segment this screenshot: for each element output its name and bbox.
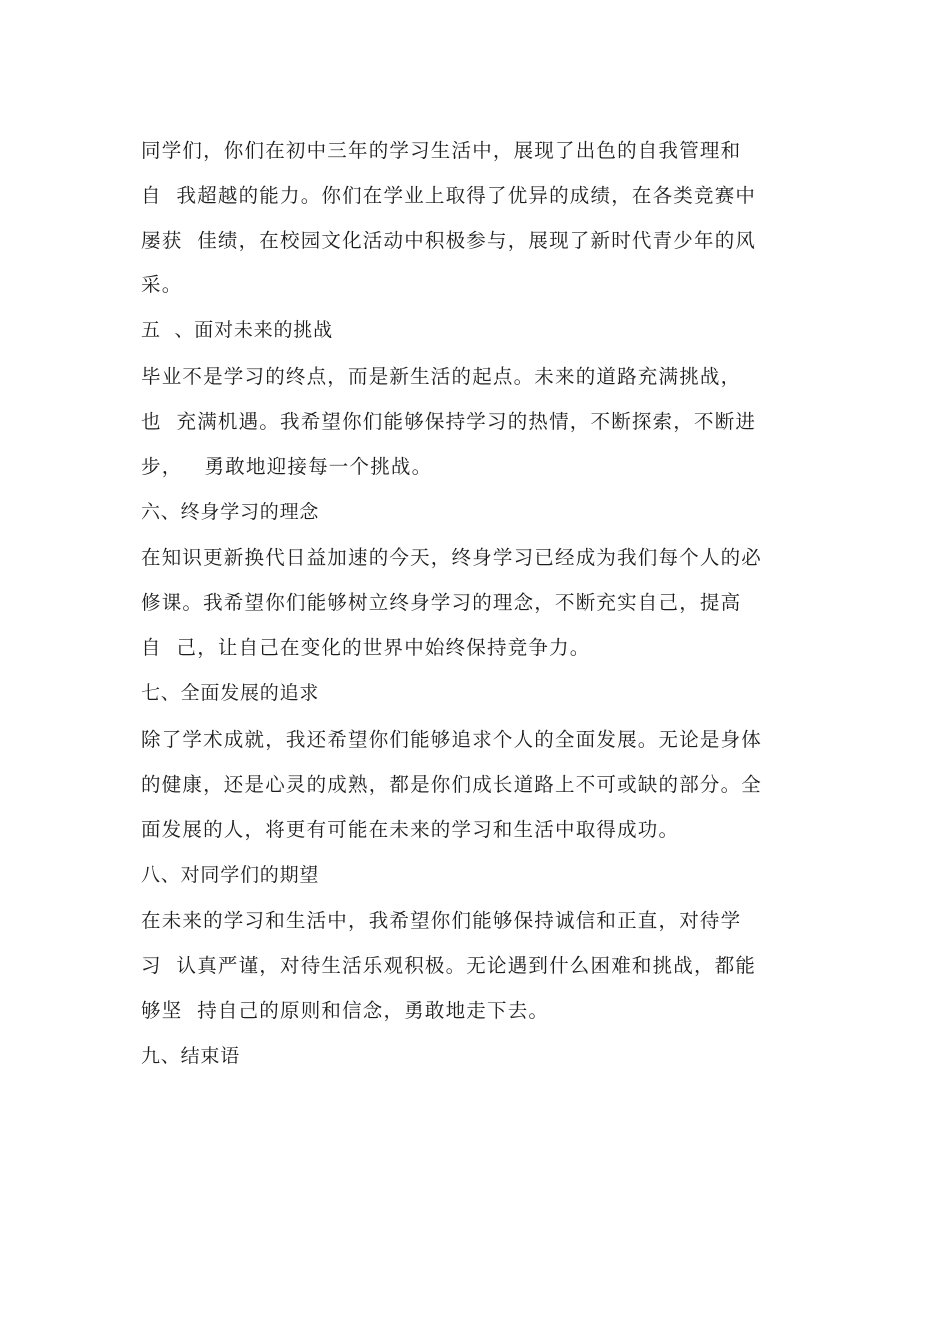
paragraph-line: 面发展的人，将更有可能在未来的学习和生活中取得成功。 [141, 818, 680, 841]
section-heading: 九、结束语 [141, 1045, 241, 1067]
section-heading: 五 、面对未来的挑战 [141, 319, 333, 341]
paragraph-line: 自 己，让自己在变化的世界中始终保持竞争力。 [141, 636, 591, 659]
section-heading: 六、终身学习的理念 [141, 501, 320, 523]
paragraph-line: 在未来的学习和生活中，我希望你们能够保持诚信和正直，对待学 [141, 909, 742, 932]
paragraph-line: 除了学术成就，我还希望你们能够追求个人的全面发展。无论是身体 [141, 728, 763, 751]
paragraph-line: 够坚 持自己的原则和信念，勇敢地走下去。 [141, 999, 550, 1022]
paragraph-line: 步， 勇敢地迎接每一个挑战。 [141, 455, 433, 478]
paragraph-line: 同学们，你们在初中三年的学习生活中，展现了出色的自我管理和 [141, 139, 742, 162]
paragraph-line: 毕业不是学习的终点，而是新生活的起点。未来的道路充满挑战， [141, 365, 742, 388]
section-heading: 七、全面发展的追求 [141, 682, 320, 704]
paragraph-line: 自 我超越的能力。你们在学业上取得了优异的成绩，在各类竞赛中 [141, 184, 757, 207]
paragraph-line: 习 认真严谨，对待生活乐观积极。无论遇到什么困难和挑战，都能 [141, 954, 757, 977]
paragraph-line: 采。 [141, 273, 183, 296]
paragraph-line: 修课。我希望你们能够树立终身学习的理念，不断充实自己，提高 [141, 591, 742, 614]
paragraph-line: 屡获 佳绩，在校园文化活动中积极参与，展现了新时代青少年的风 [141, 229, 757, 252]
paragraph-line: 也 充满机遇。我希望你们能够保持学习的热情，不断探索，不断进 [141, 410, 757, 433]
paragraph-line: 在知识更新换代日益加速的今天，终身学习已经成为我们每个人的必 [141, 546, 763, 569]
section-heading: 八、对同学们的期望 [141, 864, 320, 886]
paragraph-line: 的健康，还是心灵的成熟，都是你们成长道路上不可或缺的部分。全 [141, 773, 763, 796]
